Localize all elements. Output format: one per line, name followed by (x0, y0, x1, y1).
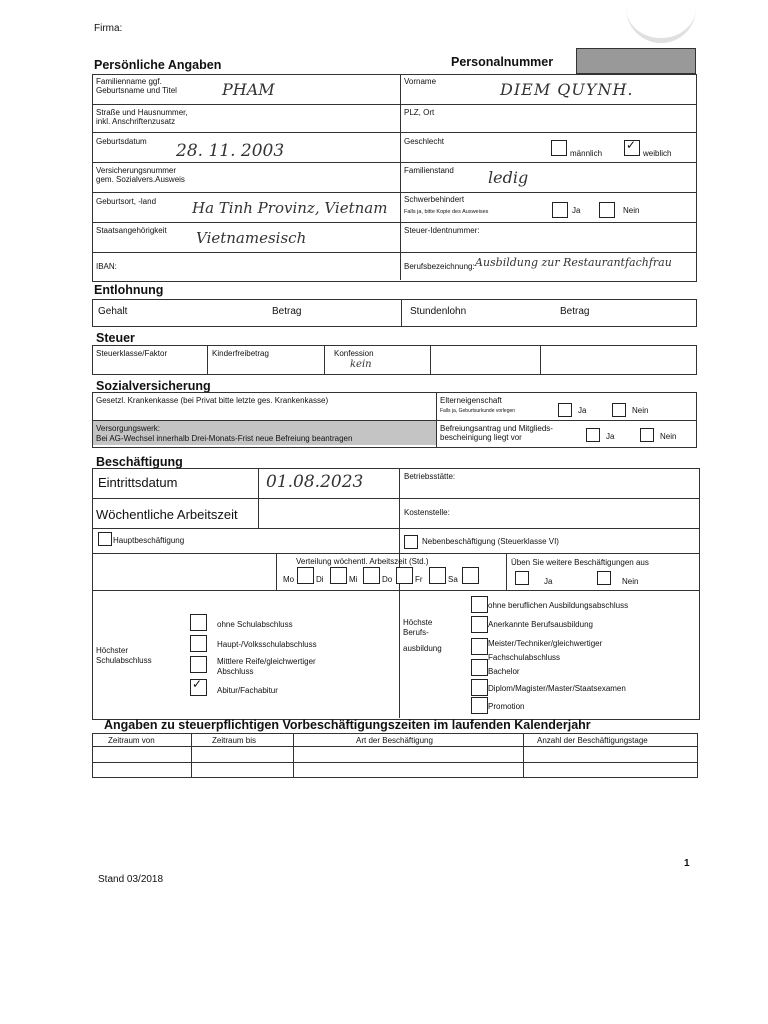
eintritt-value[interactable]: 01.08.2023 (266, 472, 364, 492)
strasse-label-2: inkl. Anschriftenzusatz (96, 117, 176, 126)
schul-option-4-checkbox[interactable] (190, 679, 207, 696)
berufsbezeichnung-value[interactable]: Ausbildung zur Restaurantfachfrau (475, 256, 672, 269)
day-label: Sa (448, 575, 458, 584)
steuer-table (92, 345, 697, 375)
elterneigenschaft-ja-checkbox[interactable] (558, 403, 572, 417)
befreiung-label-1: Befreiungsantrag und Mitglieds- (440, 424, 553, 433)
schwerbehindert-ja-checkbox[interactable] (552, 202, 568, 218)
section-sozial: Sozialversicherung (96, 379, 211, 393)
elterneigenschaft-note: Falls ja, Geburtsurkunde vorlegen (440, 408, 516, 414)
entlohnung-table (92, 299, 697, 327)
hauptbeschaeftigung-label: Hauptbeschäftigung (113, 536, 185, 545)
vorname-label: Vorname (404, 77, 437, 86)
familienstand-value[interactable]: ledig (488, 168, 529, 187)
berufs-option-2: Anerkannte Berufsausbildung (488, 620, 593, 629)
section-entlohnung: Entlohnung (94, 283, 164, 297)
stundenlohn-label: Stundenlohn (410, 306, 467, 317)
nebenbeschaeftigung-checkbox[interactable] (404, 535, 418, 549)
weitere-label: Üben Sie weitere Beschäftigungen aus (511, 558, 649, 567)
weiblich-checkbox[interactable] (624, 140, 640, 156)
staatsangehoerigkeit-label: Staatsangehörigkeit (96, 226, 167, 235)
versorgungswerk-label-1: Versorgungswerk: (96, 424, 161, 433)
berufs-option-4: Bachelor (488, 667, 520, 676)
column-art: Art der Beschäftigung (356, 736, 433, 745)
nebenbeschaeftigung-label: Nebenbeschäftigung (Steuerklasse VI) (422, 537, 559, 546)
weitere-nein-checkbox[interactable] (597, 571, 611, 585)
berufs-option-4-checkbox[interactable] (471, 659, 488, 676)
day-checkbox[interactable] (363, 567, 380, 584)
berufs-option-5-checkbox[interactable] (471, 679, 488, 696)
elterneigenschaft-label: Elterneigenschaft (440, 396, 502, 405)
column-zeitraum-bis: Zeitraum bis (212, 736, 257, 745)
section-personal: Persönliche Angaben (94, 58, 222, 72)
geburtsdatum-label: Geburtsdatum (96, 137, 147, 146)
weiblich-label: weiblich (643, 149, 672, 158)
befreiung-label-2: bescheinigung liegt vor (440, 433, 522, 442)
geburtsort-label: Geburtsort, -land (96, 197, 157, 206)
berufs-option-1: ohne beruflichen Ausbildungsabschluss (488, 601, 629, 610)
iban-label: IBAN: (96, 262, 117, 271)
beschaeftigung-table (92, 468, 700, 720)
gehalt-label: Gehalt (98, 306, 128, 317)
steuerid-label: Steuer-Identnummer: (404, 226, 480, 235)
weitere-nein-label: Nein (622, 577, 639, 586)
versorgungswerk-label-2: Bei AG-Wechsel innerhalb Drei-Monats-Frist neue Befreiung beantragen (96, 434, 353, 443)
befreiung-ja-label: Ja (606, 432, 615, 441)
day-label: Mi (349, 575, 358, 584)
personalnummer-label: Personalnummer (451, 55, 554, 69)
befreiung-nein-checkbox[interactable] (640, 428, 654, 442)
weitere-ja-label: Ja (544, 577, 553, 586)
day-checkbox[interactable] (330, 567, 347, 584)
day-label: Di (316, 575, 324, 584)
strasse-label-1: Straße und Hausnummer, (96, 108, 188, 117)
familienname-label-2: Geburtsname und Titel (96, 86, 177, 95)
berufs-label-1: Höchste (403, 618, 433, 627)
geschlecht-label: Geschlecht (404, 137, 445, 146)
day-checkbox[interactable] (462, 567, 479, 584)
familienname-value[interactable]: PHAM (222, 80, 275, 99)
betriebsstaette-label: Betriebsstätte: (404, 472, 456, 481)
berufs-option-2-checkbox[interactable] (471, 616, 488, 633)
schwerbehindert-label: Schwerbehindert (404, 195, 465, 204)
day-checkbox[interactable] (396, 567, 413, 584)
versicherung-label-2: gem. Sozialvers.Ausweis (96, 175, 185, 184)
befreiung-ja-checkbox[interactable] (586, 428, 600, 442)
schul-option-4: Abitur/Fachabitur (217, 686, 278, 695)
maennlich-label: männlich (570, 149, 603, 158)
logo-fragment (626, 2, 696, 43)
konfession-value[interactable]: kein (350, 359, 372, 370)
berufs-option-3: Meister/Techniker/gleichwertiger (488, 639, 603, 648)
column-zeitraum-von: Zeitraum von (108, 736, 155, 745)
hauptbeschaeftigung-checkbox[interactable] (98, 532, 112, 546)
days-row (283, 567, 493, 587)
betrag2-label: Betrag (560, 306, 590, 317)
elterneigenschaft-nein-checkbox[interactable] (612, 403, 626, 417)
schwerbehindert-note: Falls ja, bitte Kopie des Ausweises (404, 209, 489, 215)
schwerbehindert-nein-checkbox[interactable] (599, 202, 615, 218)
berufs-label-2: Berufs- (403, 628, 429, 637)
schul-option-3b: Abschluss (217, 667, 254, 676)
firma-label: Firma: (94, 23, 123, 34)
day-checkbox[interactable] (297, 567, 314, 584)
column-anzahl: Anzahl der Beschäftigungstage (537, 736, 648, 745)
verteilung-label: Verteilung wöchentl. Arbeitszeit (Std.) (296, 557, 429, 566)
page-number: 1 (684, 858, 690, 869)
day-checkbox[interactable] (429, 567, 446, 584)
day-label: Mo (283, 575, 295, 584)
section-vorbeschaeftigung: Angaben zu steuerpflichtigen Vorbeschäftigungszeiten im laufenden Kalenderjahr (104, 718, 591, 732)
vorname-value[interactable]: DIEM QUYNH. (500, 80, 634, 99)
berufs-option-3b: Fachschulabschluss (488, 653, 561, 662)
elterneigenschaft-nein-label: Nein (632, 406, 649, 415)
elterneigenschaft-ja-label: Ja (578, 406, 587, 415)
geburtsort-value[interactable]: Ha Tinh Provinz, Vietnam (192, 199, 388, 217)
berufs-option-6-checkbox[interactable] (471, 697, 488, 714)
schulabschluss-label-1: Höchster (96, 646, 129, 655)
krankenkasse-label: Gesetzl. Krankenkasse (bei Privat bitte letzte ges. Krankenkasse) (96, 396, 329, 405)
berufs-label-3: ausbildung (403, 644, 442, 653)
berufs-option-6: Promotion (488, 702, 525, 711)
berufs-option-1-checkbox[interactable] (471, 596, 488, 613)
konfession-label: Konfession (334, 349, 374, 358)
plz-label: PLZ, Ort (404, 108, 435, 117)
day-label: Fr (415, 575, 423, 584)
schwerbehindert-ja-label: Ja (572, 206, 581, 215)
day-label: Do (382, 575, 393, 584)
berufs-option-5: Diplom/Magister/Master/Staatsexamen (488, 684, 626, 693)
section-beschaeftigung: Beschäftigung (96, 455, 183, 469)
schulabschluss-label-2: Schulabschluss (96, 656, 152, 665)
schul-option-3: Mittlere Reife/gleichwertiger (217, 657, 316, 666)
arbeitszeit-label: Wöchentliche Arbeitszeit (96, 507, 238, 522)
section-steuer: Steuer (96, 331, 135, 345)
familienstand-label: Familienstand (404, 166, 454, 175)
steuerklasse-label: Steuerklasse/Faktor (96, 349, 168, 358)
eintritt-label: Eintrittsdatum (98, 475, 178, 490)
geburtsdatum-value[interactable]: 28. 11. 2003 (176, 141, 285, 161)
schul-option-1: ohne Schulabschluss (217, 620, 293, 629)
schul-option-1-checkbox[interactable] (190, 614, 207, 631)
familienname-label-1: Familienname ggf. (96, 77, 162, 86)
schul-option-3-checkbox[interactable] (190, 656, 207, 673)
schwerbehindert-nein-label: Nein (623, 206, 640, 215)
berufsbezeichnung-label: Berufsbezeichnung: (404, 262, 475, 271)
kinderfreibetrag-label: Kinderfreibetrag (212, 349, 269, 358)
berufs-option-3-checkbox[interactable] (471, 638, 488, 655)
schul-option-2: Haupt-/Volksschulabschluss (217, 640, 317, 649)
betrag-label: Betrag (272, 306, 302, 317)
schul-option-2-checkbox[interactable] (190, 635, 207, 652)
staatsangehoerigkeit-value[interactable]: Vietnamesisch (196, 229, 307, 247)
maennlich-checkbox[interactable] (551, 140, 567, 156)
stand-label: Stand 03/2018 (98, 874, 164, 885)
versicherung-label-1: Versicherungsnummer (96, 166, 177, 175)
personalnummer-field[interactable] (576, 48, 696, 74)
kostenstelle-label: Kostenstelle: (404, 508, 450, 517)
befreiung-nein-label: Nein (660, 432, 677, 441)
weitere-ja-checkbox[interactable] (515, 571, 529, 585)
